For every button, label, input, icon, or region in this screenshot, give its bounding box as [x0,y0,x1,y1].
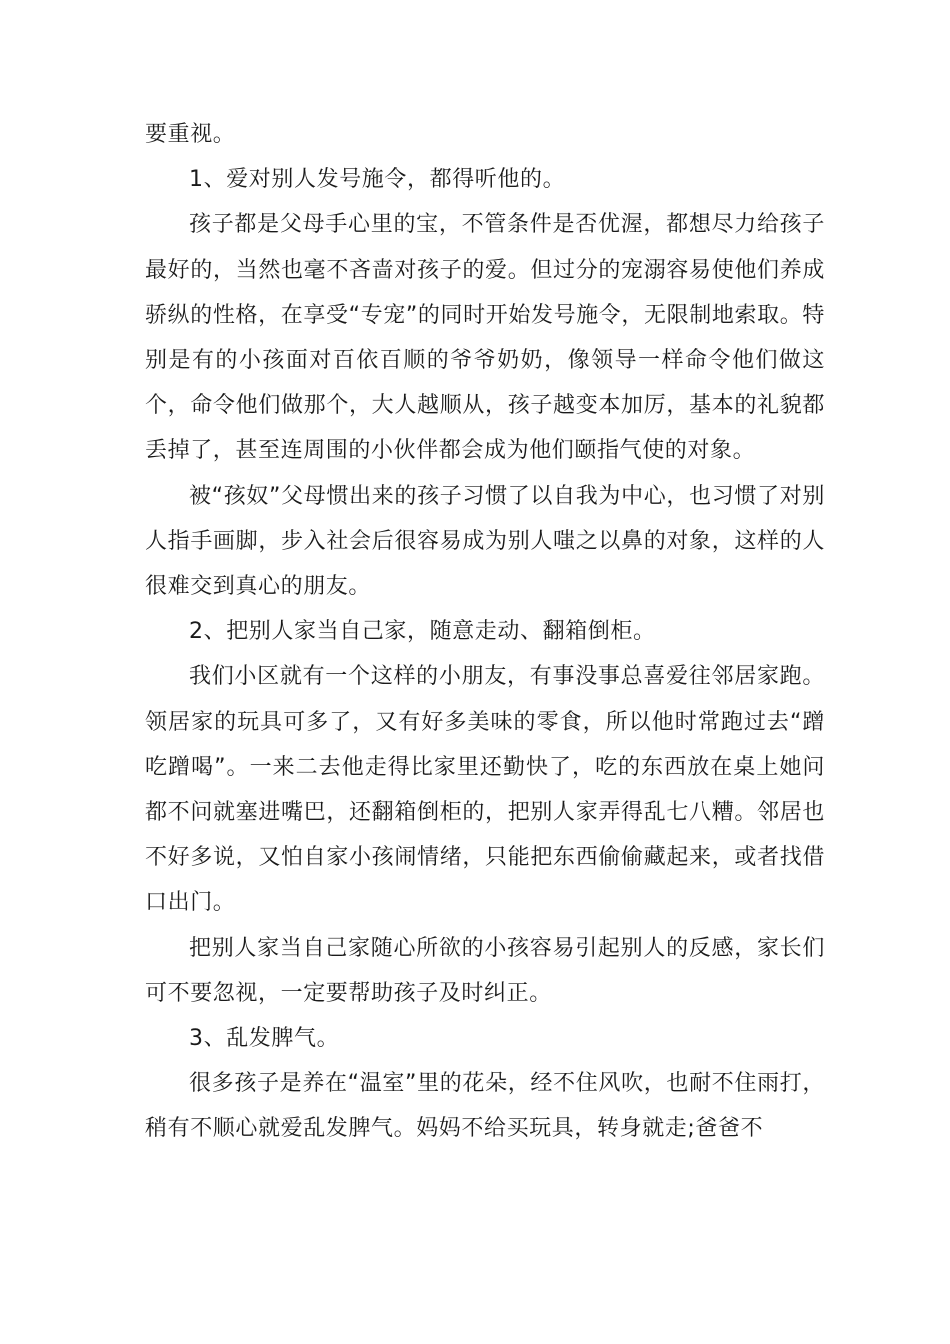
document-body [145,112,825,1152]
list-heading-3: 3、乱发脾气。 [189,1026,340,1052]
list-heading-2: 2、把别人家当自己家，随意走动、翻箱倒柜。 [189,619,656,645]
paragraph: 把别人家当自己家随心所欲的小孩容易引起别人的反感，家长们可不要忽视，一定要帮助孩子及时纠正。 [145,935,825,1006]
list-heading-1: 1、爱对别人发号施令，都得听他的。 [189,167,566,193]
paragraph: 被“孩奴”父母惯出来的孩子习惯了以自我为中心，也习惯了对别人指手画脚，步入社会后很容易成为别人嗤之以鼻的对象，这样的人很难交到真心的朋友。 [145,483,825,600]
paragraph: 孩子都是父母手心里的宝，不管条件是否优渥，都想尽力给孩子最好的，当然也毫不吝啬对孩子的爱。但过分的宠溺容易使他们养成骄纵的性格，在享受“专宠”的同时开始发号施令，无限制地索取。特别是有的小孩面对百依百顺的爷爷奶奶，像领导一样命令他们做这个，命令他们做那个，大人越顺从，孩子越变本加厉，基本的礼貌都丢掉了，甚至连周围的小伙伴都会成为他们颐指气使的对象。 [145,212,825,464]
paragraph-continuation: 要重视。 [145,122,236,147]
paragraph: 我们小区就有一个这样的小朋友，有事没事总喜爱往邻居家跑。领居家的玩具可多了，又有好多美味的零食，所以他时常跑过去“蹭吃蹭喝”。一来二去他走得比家里还勤快了，吃的东西放在桌上她问都不问就塞进嘴巴，还翻箱倒柜的，把别人家弄得乱七八糟。邻居也不好多说，又怕自家小孩闹情绪，只能把东西偷偷藏起来，或者找借口出门。 [145,664,825,916]
paragraph: 很多孩子是养在“温室”里的花朵，经不住风吹，也耐不住雨打，稍有不顺心就爱乱发脾气。妈妈不给买玩具，转身就走;爸爸不 [145,1071,825,1142]
